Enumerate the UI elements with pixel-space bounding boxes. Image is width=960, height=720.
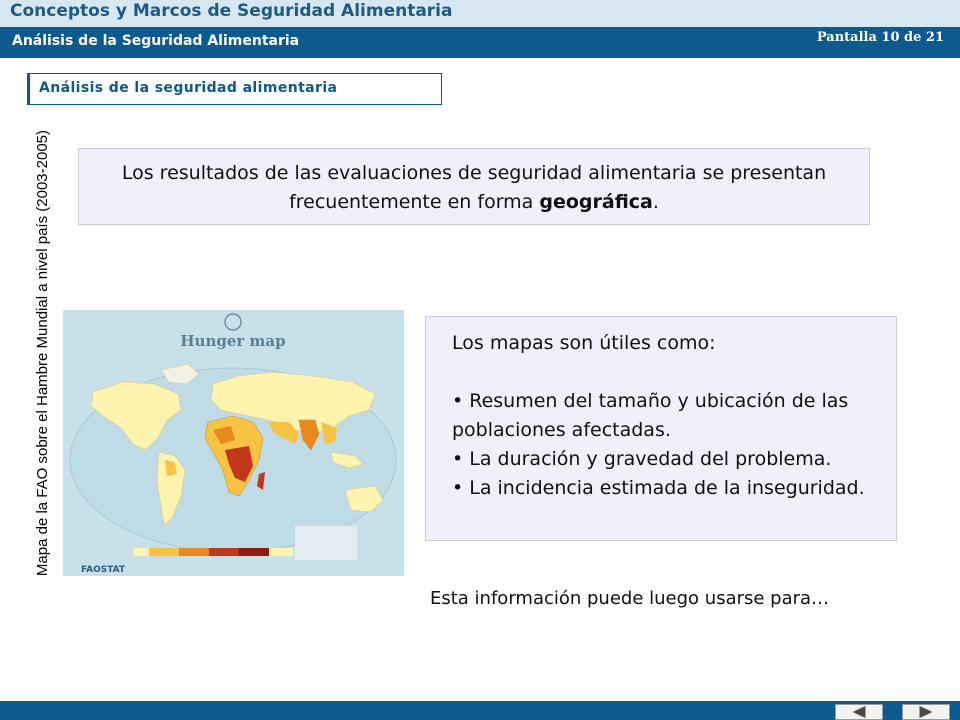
list-item: • La incidencia estimada de la inseguridad.: [452, 474, 892, 503]
map-uses-heading: Los mapas son útiles como:: [452, 332, 716, 354]
arrow-left-icon: [853, 706, 866, 718]
list-item: • La duración y gravedad del problema.: [452, 445, 892, 474]
footer-bar: [0, 701, 960, 720]
intro-text-end: .: [652, 191, 659, 213]
screen-counter: Pantalla 10 de 21: [816, 30, 944, 45]
course-header: [0, 0, 960, 27]
intro-text-main: Los resultados de las evaluaciones de seguridad alimentaria se presentan frecuentemente en forma: [121, 162, 827, 213]
section-title-box: [27, 73, 442, 105]
map-uses-box: [425, 316, 897, 541]
next-button[interactable]: [902, 704, 950, 720]
module-header: [0, 27, 960, 58]
list-item: • Resumen del tamaño y ubicación de las poblaciones afectadas.: [452, 387, 892, 445]
map-caption-container: [20, 130, 65, 676]
section-title: Análisis de la seguridad alimentaria: [39, 80, 338, 96]
previous-button[interactable]: [835, 704, 883, 720]
map-caption: Mapa de la FAO sobre el Hambre Mundial a nivel país (2003-2005): [34, 130, 51, 577]
intro-text: [79, 159, 869, 217]
followup-text: Esta información puede luego usarse para…: [430, 588, 830, 609]
intro-text-bold: geográfica: [539, 191, 653, 213]
faostat-logo: FAOSTAT: [81, 565, 126, 575]
course-title: Conceptos y Marcos de Seguridad Alimentaria: [10, 1, 453, 21]
arrow-right-icon: [920, 706, 933, 718]
hunger-map-image: [63, 310, 404, 576]
intro-box: [78, 148, 870, 225]
map-uses-list: [452, 387, 892, 503]
module-title: Análisis de la Seguridad Alimentaria: [12, 33, 300, 49]
map-title: Hunger map: [180, 332, 286, 350]
